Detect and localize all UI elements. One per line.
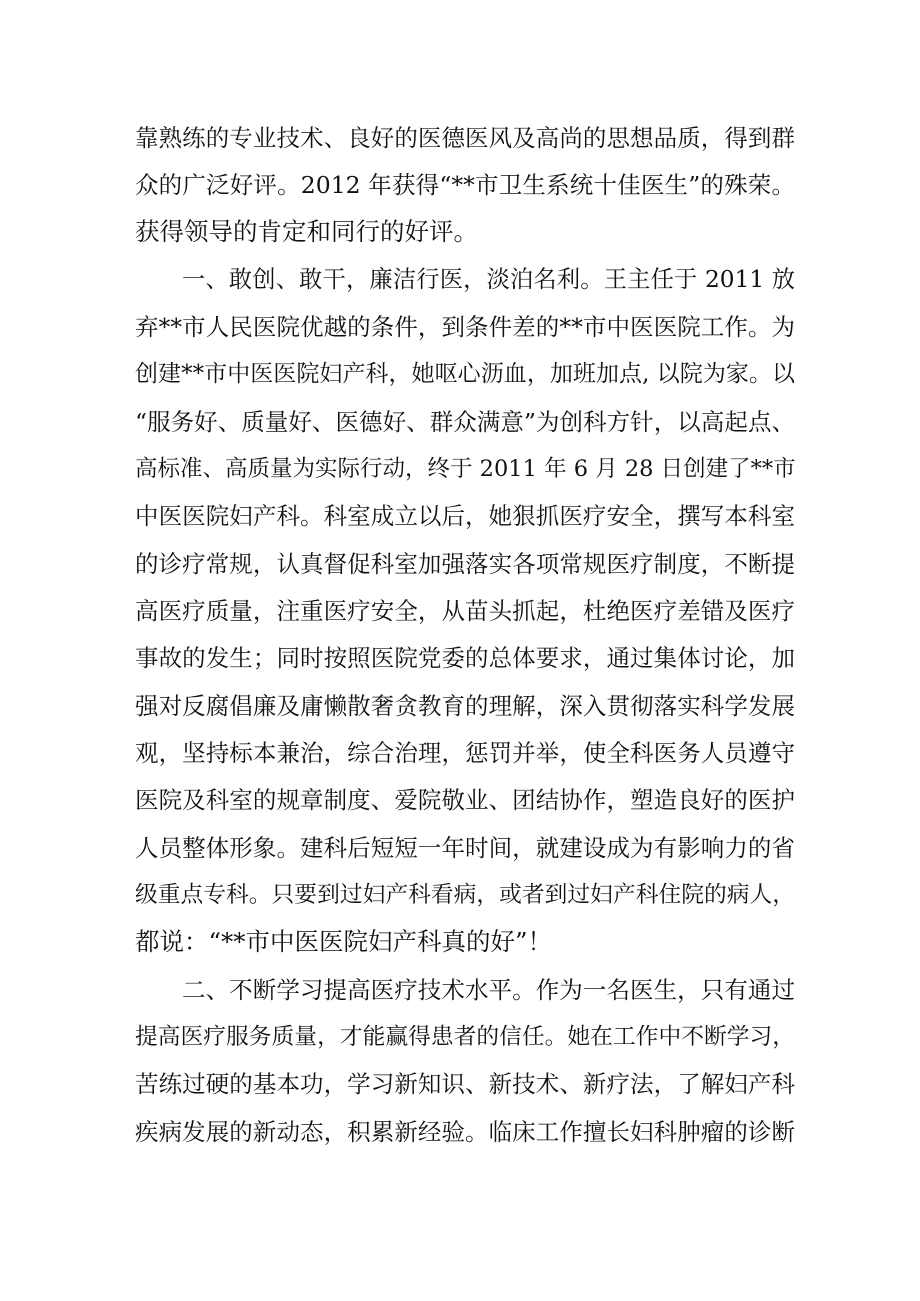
text-line: 高标准、高质量为实际行动，终于 2011 年 6 月 28 日创建了**市 [135, 456, 796, 482]
paragraph-1-first-line: 一、敢创、敢干，廉洁行医，淡泊名利。王主任于 2011 放 [182, 266, 795, 293]
paragraph-2-first-line: 二、不断学习提高医疗技术水平。作为一名医生，只有通过 [182, 976, 795, 1004]
text-line: 弃**市人民医院优越的条件，到条件差的**市中医医院工作。为 [135, 313, 795, 341]
text-line: 中医医院妇产科。科室成立以后，她狠抓医疗安全，撰写本科室 [135, 502, 795, 530]
text-line: 提高医疗服务质量，才能赢得患者的信任。她在工作中不断学习， [135, 1024, 795, 1050]
text-line: 创建**市中医医院妇产科，她呕心沥血，加班加点, 以院为家。以 [135, 361, 795, 387]
text-line: 众的广泛好评。2012 年获得“**市卫生系统十佳医生”的殊荣。 [135, 171, 795, 199]
text-line: 级重点专科。只要到过妇产科看病，或者到过妇产科住院的病人， [135, 882, 795, 908]
text-line: 人员整体形象。建科后短短一年时间，就建设成为有影响力的省 [135, 834, 795, 862]
text-line: 强对反腐倡廉及庸懒散奢贪教育的理解，深入贯彻落实科学发展 [135, 692, 795, 720]
text-line: 获得领导的肯定和同行的好评。 [135, 217, 478, 246]
text-line: 都说：“**市中医医院妇产科真的好”！ [135, 927, 553, 956]
text-line: 事故的发生；同时按照医院党委的总体要求，通过集体讨论，加 [135, 644, 795, 672]
text-line: 苦练过硬的基本功，学习新知识、新技术、新疗法，了解妇产科 [135, 1070, 795, 1098]
text-line: 疾病发展的新动态，积累新经验。临床工作擅长妇科肿瘤的诊断 [135, 1118, 795, 1146]
text-line: 的诊疗常规，认真督促科室加强落实各项常规医疗制度，不断提 [135, 550, 795, 578]
text-line: 医院及科室的规章制度、爱院敬业、团结协作，塑造良好的医护 [135, 786, 795, 814]
text-line: 观，坚持标本兼治，综合治理，惩罚并举，使全科医务人员遵守 [135, 739, 795, 767]
text-line: “服务好、质量好、医德好、群众满意”为创科方针，以高起点、 [135, 408, 795, 436]
text-line: 高医疗质量，注重医疗安全，从苗头抓起，杜绝医疗差错及医疗 [135, 597, 795, 625]
text-line: 靠熟练的专业技术、良好的医德医风及高尚的思想品质，得到群 [135, 124, 795, 152]
